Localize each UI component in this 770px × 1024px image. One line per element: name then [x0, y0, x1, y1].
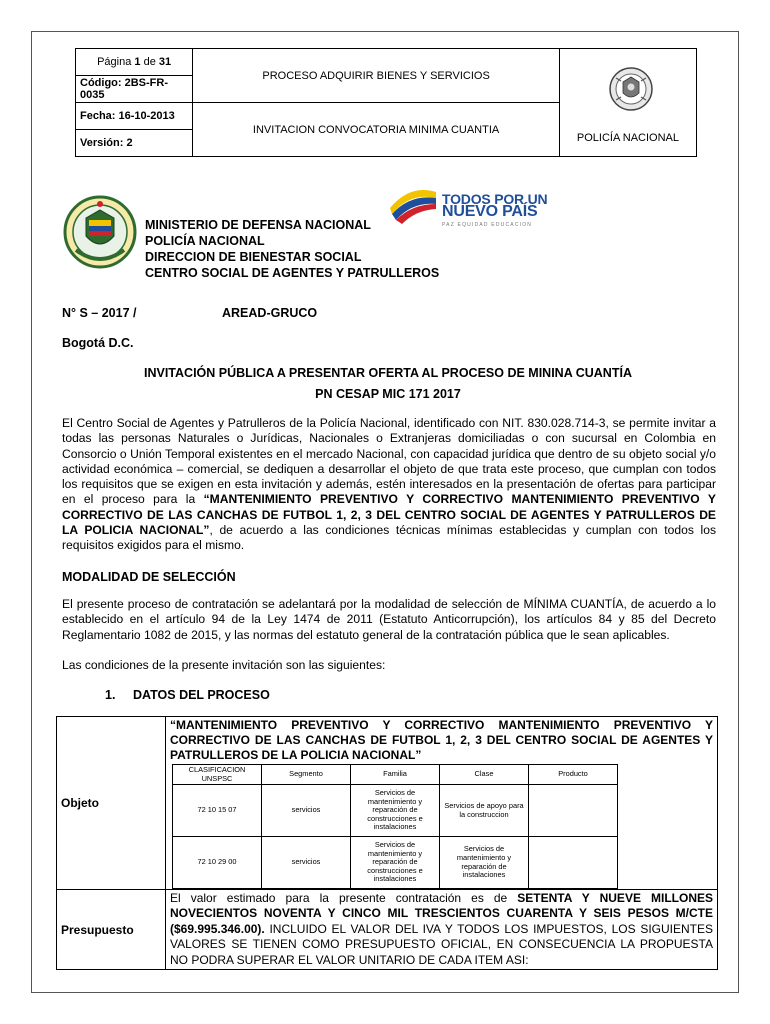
slogan-line2: NUEVO PAÍS: [442, 203, 538, 220]
slogan-line1: TODOS POR UN: [442, 191, 548, 207]
section-number: 1.: [105, 688, 116, 702]
section-title: DATOS DEL PROCESO: [133, 688, 270, 702]
ministry-seal-icon: [62, 194, 138, 274]
table-cell: servicios: [262, 785, 351, 837]
process-code: PN CESAP MIC 171 2017: [315, 387, 461, 401]
institution-block: [145, 217, 439, 281]
process-data-table: [56, 716, 718, 970]
intro-paragraph: [62, 416, 716, 554]
unspsc-table: [172, 764, 618, 889]
page-number-cell: [76, 49, 193, 76]
modality-paragraph: El presente proceso de contratación se adelantará por la modalidad de selección de MÍNIMA CUANTÍA, de acuerdo a lo establecido en el artículo 94 de la Ley 1474 de 2011 (Estatuto Anticorrupción), los artículos 84 y 85 del Decreto Reglamentario 1082 de 2015, y las normas del estatuto general de la contratación pública que le sean aplicables.: [62, 597, 716, 642]
slogan-line3: PAZ EQUIDAD EDUCACION: [442, 222, 533, 228]
modality-title: MODALIDAD DE SELECCIÓN: [62, 570, 236, 584]
table-cell: Servicios de mantenimiento y reparación de construcciones e instalaciones: [351, 837, 440, 889]
code: Código: 2BS-FR-0035: [76, 76, 193, 103]
presupuesto-amount: SETENTA Y NUEVE MILLONES NOVECIENTOS NOVENTA Y CINCO MIL TRESCIENTOS CUARENTA Y SEIS PESOS M/CTE ($69.995.346.00).: [170, 891, 713, 936]
date: Fecha: 16-10-2013: [76, 103, 193, 130]
institution-line: POLICÍA NACIONAL: [145, 234, 265, 248]
unspsc-header: CLASIFICACION UNSPSC: [173, 765, 262, 785]
page-number: 1: [134, 56, 141, 68]
intro-object: “MANTENIMIENTO PREVENTIVO Y CORRECTIVO MANTENIMIENTO PREVENTIVO Y CORRECTIVO DE LAS CANCHAS DE FUTBOL 1, 2, 3 DEL CENTRO SOCIAL DE AGENTES Y PATRULLEROS DE LA POLICIA NACIONAL”: [62, 492, 716, 538]
objeto-label: Objeto: [57, 717, 166, 890]
process-name: PROCESO ADQUIRIR BIENES Y SERVICIOS: [193, 49, 560, 103]
table-cell: Servicios de mantenimiento y reparación de instalaciones: [440, 837, 529, 889]
presupuesto-cell: [166, 890, 718, 970]
invitation-type: INVITACION CONVOCATORIA MINIMA CUANTIA: [193, 103, 560, 157]
table-cell: servicios: [262, 837, 351, 889]
intro-text: El Centro Social de Agentes y Patrulleros de la Policía Nacional, identificado con NIT. 830.028.714-3, se permite invitar a todas las personas Naturales o Jurídicas, Nacionales o Extranjeras domiciliadas o con sucursal en Colombia en Consorcio o Unión Temporal existentes en el mercado Nacional, con capacidad jurídica que dentro de su objeto social y/o actividad económica – comercial, se dediquen a desarrollar el objeto de que trata este proceso, que cumplan con todos los requisitos que se exigen en esta invitación y además, estén interesados en la presentación de ofertas para participar en el proceso para la: [62, 416, 716, 507]
org-name: POLICÍA NACIONAL: [576, 132, 679, 144]
page-sep: de: [143, 56, 156, 68]
document-title: INVITACIÓN PÚBLICA A PRESENTAR OFERTA AL PROCESO DE MININA CUANTÍA: [144, 366, 632, 380]
family-header: Familia: [351, 765, 440, 785]
police-seal-icon: [608, 66, 654, 112]
table-cell: [529, 785, 618, 837]
institution-line: MINISTERIO DE DEFENSA NACIONAL: [145, 218, 371, 232]
version: Versión: 2: [76, 130, 193, 157]
product-header: Producto: [529, 765, 618, 785]
institution-line: CENTRO SOCIAL DE AGENTES Y PATRULLEROS: [145, 266, 440, 280]
table-cell: Servicios de mantenimiento y reparación de construcciones e instalaciones: [351, 785, 440, 837]
city: Bogotá D.C.: [62, 336, 134, 350]
table-cell: Servicios de apoyo para la construccion: [440, 785, 529, 837]
table-cell: 72 10 15 07: [173, 785, 262, 837]
institution-line: DIRECCION DE BIENESTAR SOCIAL: [145, 250, 362, 264]
table-cell: [529, 837, 618, 889]
page-label: Página: [97, 56, 132, 68]
presupuesto-tail: INCLUIDO EL VALOR DEL IVA Y TODOS LOS IMPUESTOS, LOS SIGUIENTES VALORES SE TIENEN COMO PRESUPUESTO OFICIAL, EN CONSECUENCIA LA PROPUESTA NO PODRA SUPERAR EL VALOR UNITARIO DE CADA ITEM ASI:: [170, 921, 713, 967]
presupuesto-intro: El valor estimado para la presente contratación es de: [170, 891, 518, 905]
class-header: Clase: [440, 765, 529, 785]
page-total: 31: [158, 56, 172, 68]
document-control-header: [75, 48, 697, 157]
reference-area: AREAD-GRUCO: [222, 306, 318, 320]
table-cell: 72 10 29 00: [173, 837, 262, 889]
presupuesto-label: Presupuesto: [57, 890, 166, 970]
intro-tail: , de acuerdo a las condiciones técnicas mínimas establecidas y cumplan con todos los requisitos exigidos para el mismo.: [62, 523, 716, 553]
reference-number: N° S – 2017 /: [62, 306, 137, 320]
segment-header: Segmento: [262, 765, 351, 785]
objeto-cell: [166, 717, 718, 890]
conditions-text: Las condiciones de la presente invitación son las siguientes:: [62, 658, 386, 672]
objeto-title: “MANTENIMIENTO PREVENTIVO Y CORRECTIVO MANTENIMIENTO PREVENTIVO Y CORRECTIVO DE LAS CANCHAS DE FUTBOL 1, 2, 3 DEL CENTRO SOCIAL DE AGENTES Y PATRULLEROS DE LA POLICIA NACIONAL”: [170, 718, 713, 762]
